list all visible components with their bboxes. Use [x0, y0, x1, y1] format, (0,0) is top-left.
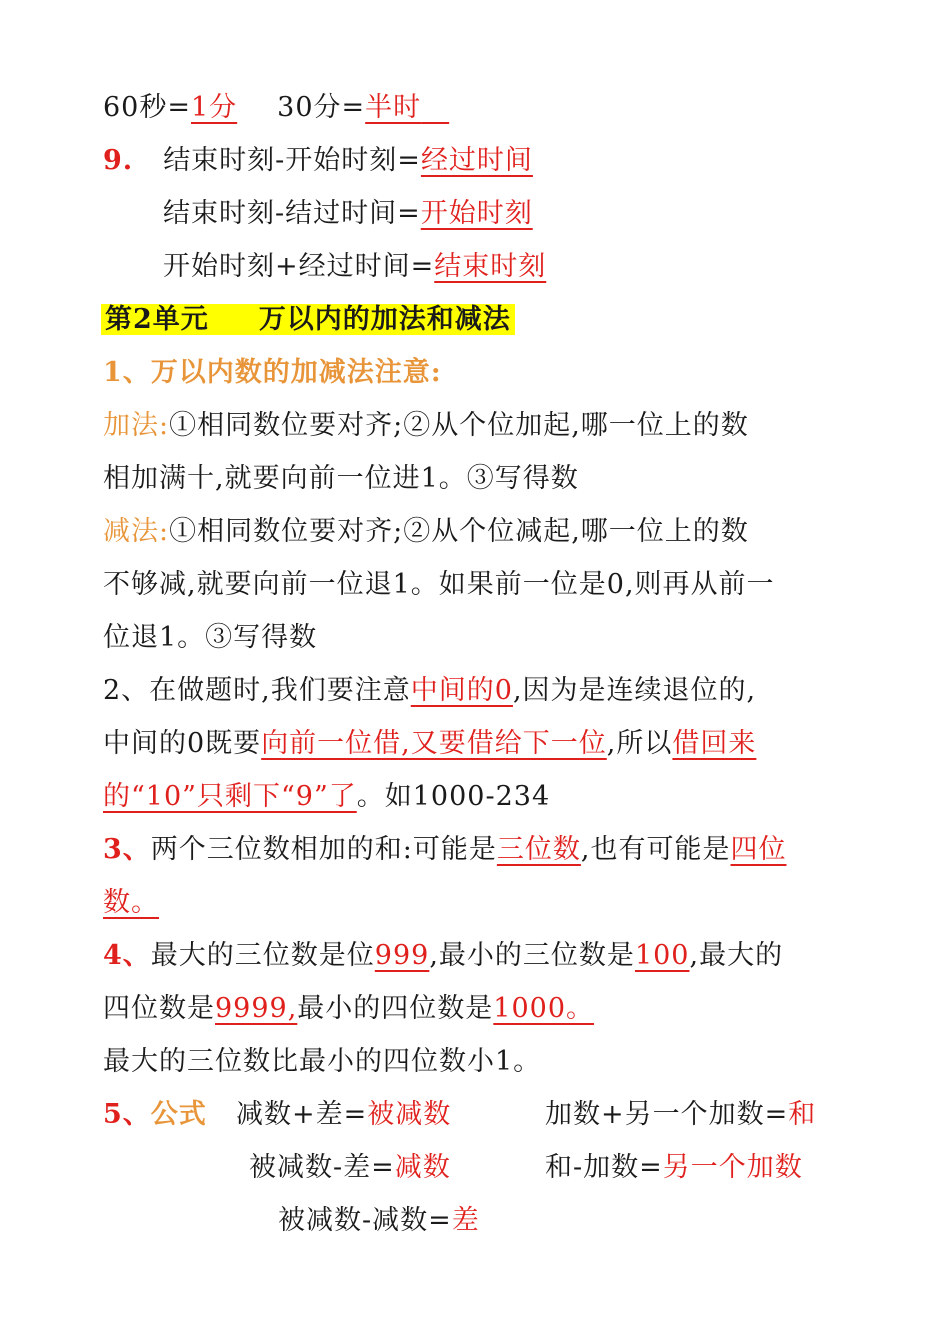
answer: 和 — [788, 1099, 817, 1130]
answer: 9999, — [215, 993, 298, 1024]
text: 30分= — [277, 92, 366, 123]
formula-3 — [249, 1148, 451, 1188]
answer: 中间的0 — [410, 675, 513, 706]
formula-4 — [545, 1148, 803, 1188]
answer: 开始时刻 — [420, 198, 533, 229]
answer: 的“10”只剩下“9”了 — [103, 781, 357, 812]
formula-label: 公式 — [150, 1099, 207, 1130]
section-2-line-3 — [103, 777, 550, 817]
subtraction-line-1 — [103, 512, 749, 552]
section-3-line-2 — [103, 883, 159, 923]
item-number: 5、 — [103, 1099, 151, 1130]
section-2-line-1 — [103, 671, 756, 711]
answer: 经过时间 — [420, 145, 533, 176]
text: ,因为是连续退位的, — [512, 675, 757, 706]
text: 最小的四位数是 — [297, 993, 494, 1024]
line-formula-end — [163, 247, 546, 287]
text: 。如1000-234 — [356, 781, 551, 812]
text: 最大的三位数是位 — [150, 940, 375, 971]
answer: 另一个加数 — [662, 1152, 803, 1183]
answer: 借回来 — [672, 728, 757, 759]
text: ,最小的三位数是 — [429, 940, 635, 971]
text: 结束时刻-开始时刻= — [163, 145, 421, 176]
text: 减数+差= — [236, 1099, 368, 1130]
text: 四位数是 — [103, 993, 215, 1024]
text: 2、在做题时,我们要注意 — [103, 675, 411, 706]
answer: 差 — [451, 1205, 480, 1236]
text: 结束时刻-结过时间= — [163, 198, 421, 229]
answer: 被减数 — [367, 1099, 452, 1130]
item-number: 4、 — [103, 940, 151, 971]
subtraction-line-2: 不够减,就要向前一位退1。如果前一位是0,则再从前一 — [103, 569, 775, 600]
line-time-units — [103, 88, 449, 128]
text: 两个三位数相加的和:可能是 — [150, 834, 497, 865]
answer: 四位 — [730, 834, 787, 865]
answer: 减数 — [394, 1152, 451, 1183]
text: ,所以 — [606, 728, 673, 759]
item-number: 3、 — [103, 834, 151, 865]
item-number: 9. — [103, 145, 134, 176]
answer: 结束时刻 — [434, 251, 547, 282]
text: 加数+另一个加数= — [545, 1099, 789, 1130]
answer: 1分 — [190, 92, 238, 123]
addition-line-2: 相加满十,就要向前一位进1。③写得数 — [103, 463, 579, 494]
subtraction-line-3: 位退1。③写得数 — [103, 622, 318, 653]
text: 60秒= — [103, 92, 191, 123]
unit-heading — [101, 300, 515, 340]
text: 被减数-差= — [249, 1152, 395, 1183]
line-formula-9 — [103, 141, 533, 181]
answer: 1000。 — [493, 993, 595, 1024]
text: ,最大的 — [689, 940, 784, 971]
section-3-line-1 — [103, 830, 787, 870]
text: 中间的0既要 — [103, 728, 262, 759]
formula-2 — [545, 1095, 816, 1135]
answer: 向前一位借,又要借给下一位 — [261, 728, 607, 759]
formula-1 — [236, 1095, 451, 1135]
answer: 100 — [634, 940, 690, 971]
answer: 数。 — [103, 887, 159, 918]
formula-5 — [278, 1201, 480, 1241]
answer: 999 — [374, 940, 430, 971]
addition-line-1 — [103, 406, 749, 446]
line-formula-start — [163, 194, 533, 234]
text: ,也有可能是 — [580, 834, 731, 865]
section-5-number — [103, 1095, 207, 1135]
unit-heading-box — [101, 304, 515, 335]
text: 被减数-减数= — [278, 1205, 452, 1236]
unit-number: 第2单元 — [105, 304, 209, 335]
subtraction-label: 减法: — [103, 516, 170, 547]
text: 和-加数= — [545, 1152, 663, 1183]
section-2-line-2 — [103, 724, 756, 764]
section-4-line-2 — [103, 989, 594, 1029]
section-1-title: 1、万以内数的加减法注意: — [103, 357, 442, 388]
text: 开始时刻+经过时间= — [163, 251, 435, 282]
section-4-line-1 — [103, 936, 783, 976]
text: ①相同数位要对齐;②从个位加起,哪一位上的数 — [169, 410, 749, 441]
text: ①相同数位要对齐;②从个位减起,哪一位上的数 — [169, 516, 749, 547]
unit-title: 万以内的加法和减法 — [258, 304, 511, 335]
answer: 三位数 — [496, 834, 581, 865]
addition-label: 加法: — [103, 410, 170, 441]
section-4-line-3: 最大的三位数比最小的四位数小1。 — [103, 1046, 542, 1077]
answer: 半时 — [365, 92, 422, 123]
